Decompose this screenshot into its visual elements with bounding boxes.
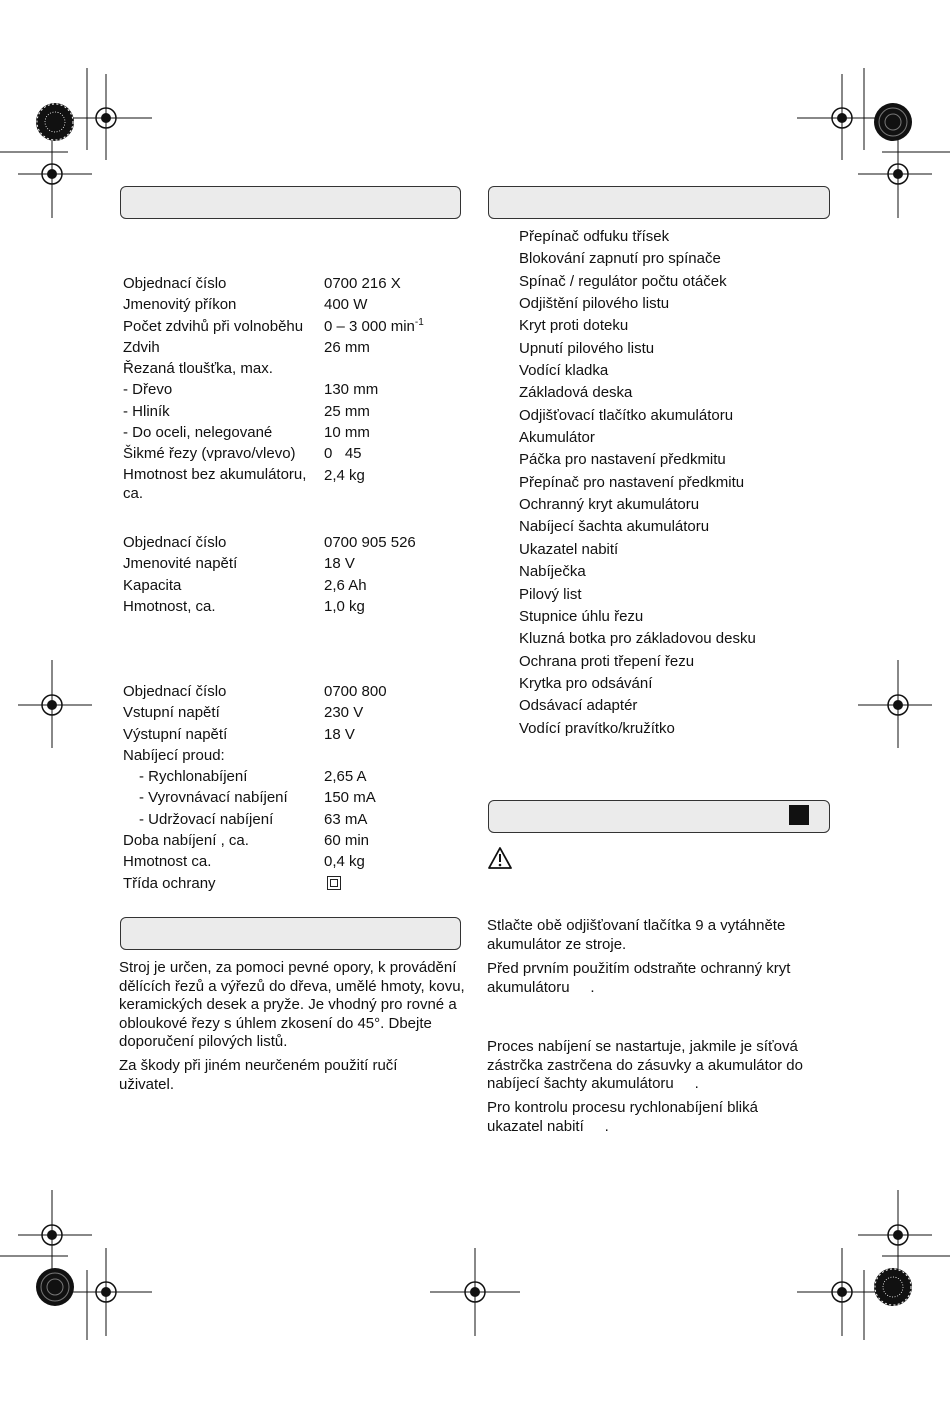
battery-cover-text: Před prvním použitím odstraňte ochranný kryt akumulátoru . — [487, 960, 795, 996]
list-item: Pilový list — [519, 585, 582, 603]
charger-spec-table — [123, 681, 453, 894]
list-item: Odsávací adaptér — [519, 697, 638, 715]
list-item: Blokování zapnutí pro spínače — [519, 250, 721, 268]
table-row: Kapacita 2,6 Ah — [123, 576, 367, 594]
table-row: - Udržovací nabíjení 63 mA — [139, 810, 368, 828]
list-item: Odjišťovací tlačítko akumulátoru — [519, 406, 734, 424]
list-item: Odjištění pilového listu — [519, 295, 670, 313]
table-row: Jmenovitý příkon 400 W — [123, 296, 368, 314]
table-row: - Rychlonabíjení 2,65 A — [139, 768, 367, 786]
table-row: Objednací číslo 0700 905 526 — [123, 534, 416, 551]
table-row: Šikmé řezy (vpravo/vlevo) 0 45 — [123, 445, 362, 463]
components-header-box — [488, 186, 830, 219]
list-item: Přepínač pro nastavení předkmitu — [519, 473, 745, 491]
list-item: Ochranný kryt akumulátoru — [519, 496, 700, 514]
table-row: Vstupní napětí 230 V — [123, 704, 364, 722]
table-row: Hmotnost bez akumulátoru, ca. 2,4 kg — [123, 465, 365, 502]
battery-spec-table — [123, 532, 453, 617]
table-row: - Dřevo 130 mm — [123, 381, 379, 399]
table-row: Počet zdvihů při volnoběhu 0 – 3 000 $\min^{-1}$ — [123, 316, 424, 335]
battery-removal-text: Stlačte obě odjišťovaní tlačítka 9 a vytáhněte akumulátor ze stroje. — [487, 917, 786, 953]
list-item: Ukazatel nabití — [519, 540, 619, 558]
components-list — [519, 226, 756, 740]
table-row: Výstupní napětí 18 V — [123, 725, 355, 743]
warning-icon — [487, 846, 513, 870]
list-item: Kryt proti doteku — [519, 317, 629, 335]
saw-spec-table — [123, 273, 453, 507]
charging-start-text: Proces nabíjení se nastartuje, jakmile je síťová zástrčka zastrčena do zásuvky a akumulátor do nabíjecí šachty akumulátoru . — [487, 1038, 808, 1092]
list-item: Kluzná botka pro základovou desku — [519, 630, 756, 648]
table-row: Hmotnost ca. 0,4 kg — [123, 853, 365, 871]
intended-use-header-box — [120, 917, 461, 950]
table-row: Objednací číslo 0700 216 X — [123, 275, 401, 292]
list-item: Krytka pro odsávání — [519, 674, 653, 692]
tech-data-header-box — [120, 186, 461, 219]
list-item: Ochrana proti třepení řezu — [519, 652, 695, 670]
table-row: Nabíjecí proud: — [123, 746, 225, 764]
table-row: - Do oceli, nelegované 10 mm — [123, 424, 370, 442]
list-item: Základová deska — [519, 384, 633, 402]
list-item: Nabíjecí šachta akumulátoru — [519, 518, 710, 536]
table-row: - Hliník 25 mm — [123, 402, 370, 420]
table-row: Objednací číslo 0700 800 — [123, 683, 387, 700]
operation-header-box — [488, 800, 830, 833]
table-row: Třída ochrany — [123, 873, 453, 894]
list-item: Stupnice úhlu řezu — [519, 607, 644, 625]
protection-class-ii-icon — [327, 876, 341, 890]
table-row: Hmotnost, ca. 1,0 kg — [123, 597, 365, 615]
table-row: Doba nabíjení , ca. 60 min — [123, 832, 370, 850]
list-item: Spínač / regulátor počtu otáček — [519, 272, 727, 290]
table-row: Jmenovité napětí 18 V — [123, 555, 355, 573]
list-item: Akumulátor — [519, 429, 595, 447]
list-item: Nabíječka — [519, 563, 586, 581]
language-tab-marker — [789, 805, 809, 825]
list-item: Vodící kladka — [519, 362, 609, 380]
list-item: Upnutí pilového listu — [519, 339, 655, 357]
charge-indicator-text: Pro kontrolu procesu rychlonabíjení bliká ukazatel nabití . — [487, 1099, 763, 1135]
table-row: - Vyrovnávací nabíjení 150 mA — [139, 789, 376, 807]
intended-use-liability: Za škody při jiném neurčeném použití ručí uživatel. — [119, 1057, 398, 1093]
list-item: Páčka pro nastavení předkmitu — [519, 451, 726, 469]
table-row: Řezaná tloušťka, max. — [123, 360, 273, 378]
table-row: Zdvih 26 mm — [123, 338, 370, 356]
intended-use-paragraph: Stroj je určen, za pomoci pevné opory, k provádění dělících řezů a výřezů do dřeva, umělé hmoty, kovu, keramických desek a pryže. Je vhodný pro rovné a obloukové řezy s úhlem zkosení do 45°. Dbejte doporučení pilových listů. — [119, 959, 465, 1050]
list-item: Vodící pravítko/kružítko — [519, 719, 675, 737]
list-item: Přepínač odfuku třísek — [519, 228, 670, 245]
